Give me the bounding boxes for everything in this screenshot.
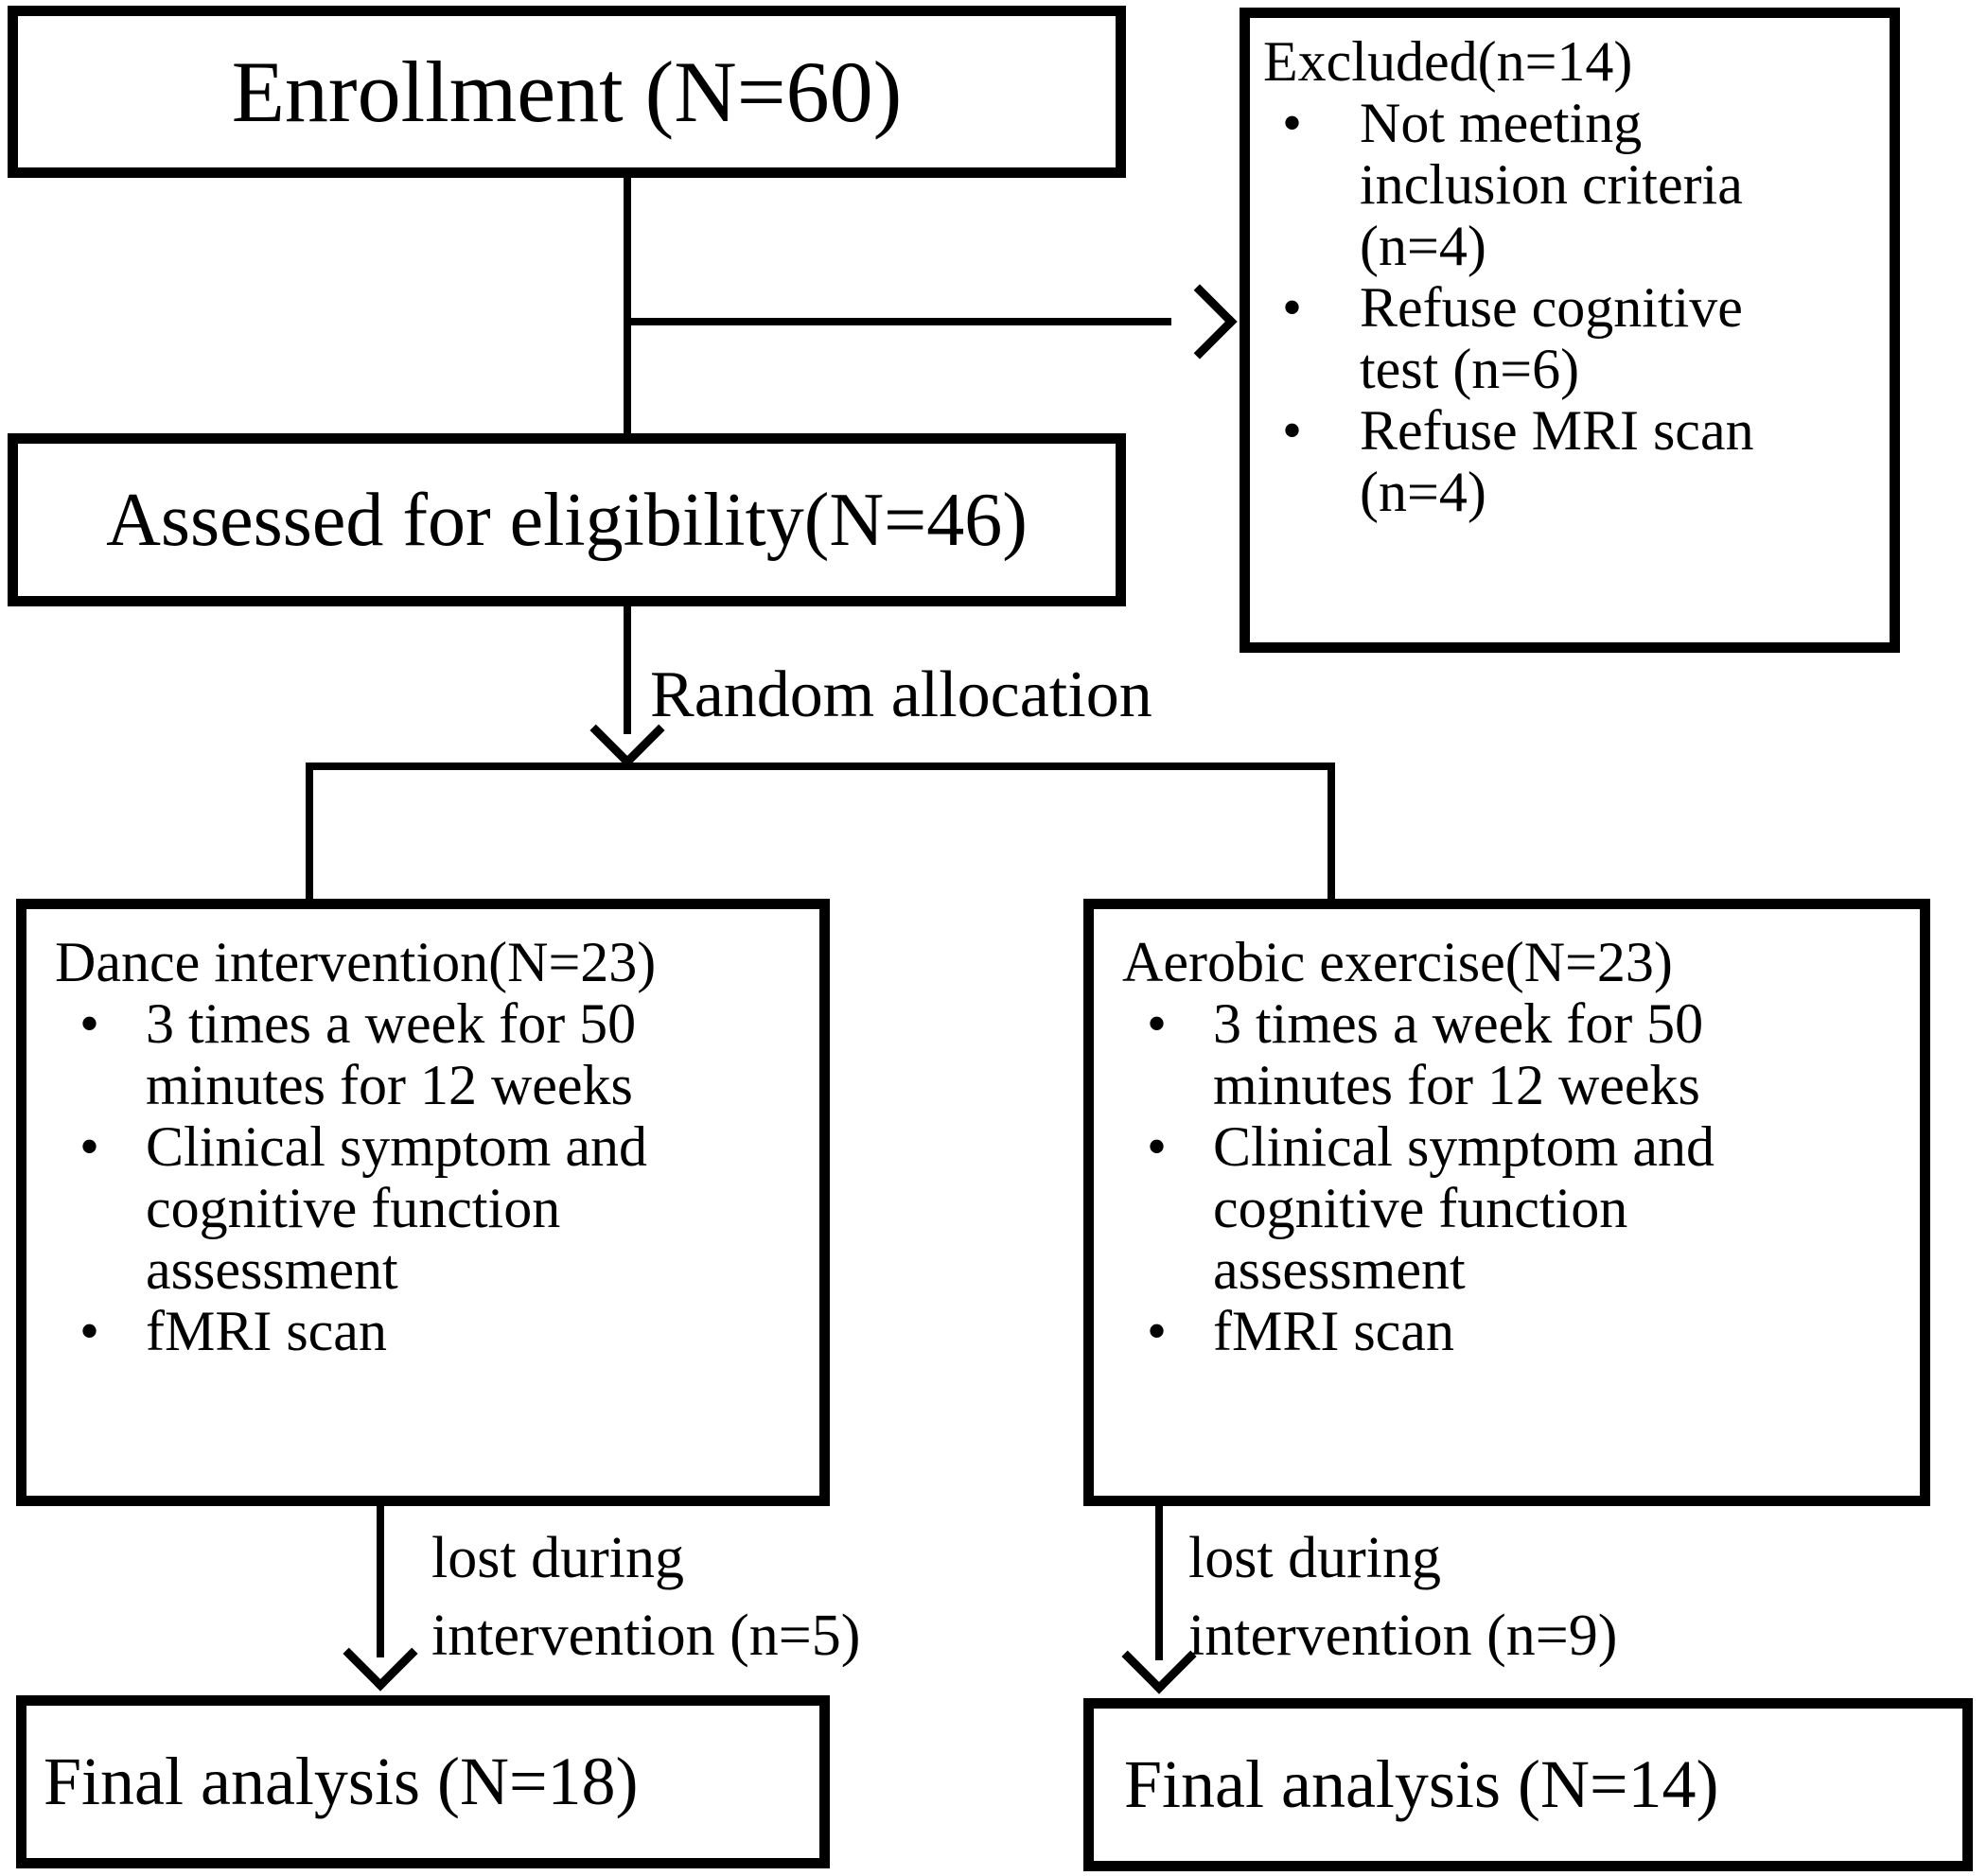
dance-item-3-line-1: fMRI scan xyxy=(146,1300,387,1362)
aerobic-item-2-line-3: assessment xyxy=(1213,1238,1466,1301)
aerobic-item-3 xyxy=(1122,1301,1910,1362)
aerobic-item-2-line-2: cognitive function xyxy=(1213,1177,1628,1239)
aerobic-item-3-line-1: fMRI scan xyxy=(1213,1300,1454,1362)
assessed-label: Assessed for eligibility(N=46) xyxy=(106,478,1028,562)
bullet-icon: • xyxy=(79,992,100,1055)
excluded-item-1-line-1: Not meeting xyxy=(1360,92,1643,154)
excluded-item-3 xyxy=(1263,400,1880,523)
enrollment-box xyxy=(8,6,1126,178)
branch-right-drop xyxy=(1328,763,1335,899)
excluded-box xyxy=(1240,8,1900,653)
bullet-icon: • xyxy=(79,1300,100,1362)
dance-item-1-line-2: minutes for 12 weeks xyxy=(146,1054,633,1116)
aerobic-item-2-line-1: Clinical symptom and xyxy=(1213,1115,1714,1178)
excluded-item-2 xyxy=(1263,277,1880,400)
dance-item-2-line-1: Clinical symptom and xyxy=(146,1115,647,1178)
connector-enrollment-assessed xyxy=(624,178,631,433)
branch-left-drop xyxy=(306,763,313,899)
enrollment-label: Enrollment (N=60) xyxy=(231,43,903,140)
bullet-icon: • xyxy=(1147,1115,1168,1178)
arrow-right-icon xyxy=(1162,284,1237,359)
dance-item-2-line-2: cognitive function xyxy=(146,1177,561,1239)
excluded-item-1 xyxy=(1263,93,1880,277)
dance-item-1 xyxy=(55,993,810,1116)
arrow-down-icon xyxy=(1121,1619,1196,1693)
lost-right-label xyxy=(1188,1519,1617,1674)
bullet-icon: • xyxy=(1282,276,1303,339)
dance-item-2-line-3: assessment xyxy=(146,1238,398,1301)
dance-item-3 xyxy=(55,1301,810,1362)
assessed-box xyxy=(8,433,1126,606)
dance-intervention-box xyxy=(16,899,830,1506)
excluded-item-2-line-1: Refuse cognitive xyxy=(1360,276,1743,339)
excluded-title: Excluded(n=14) xyxy=(1263,30,1633,93)
bullet-icon: • xyxy=(1147,992,1168,1055)
aerobic-title: Aerobic exercise(N=23) xyxy=(1122,931,1673,993)
aerobic-item-1 xyxy=(1122,993,1910,1116)
branch-horizontal-line xyxy=(306,763,1335,770)
lost-left-line-2: intervention (n=5) xyxy=(431,1604,861,1668)
final-analysis-right-box xyxy=(1083,1698,1973,1871)
random-allocation-label: Random allocation xyxy=(650,658,1152,731)
bullet-icon: • xyxy=(1282,92,1303,154)
lost-left-label xyxy=(431,1519,860,1674)
bullet-icon: • xyxy=(1282,399,1303,462)
lost-left-line-1: lost during xyxy=(431,1526,684,1590)
dance-title: Dance intervention(N=23) xyxy=(55,931,657,993)
excluded-item-3-line-2: (n=4) xyxy=(1360,461,1486,523)
lost-right-line-2: intervention (n=9) xyxy=(1188,1604,1618,1668)
bullet-icon: • xyxy=(1147,1300,1168,1362)
aerobic-item-1-line-2: minutes for 12 weeks xyxy=(1213,1054,1700,1116)
excluded-item-1-line-3: (n=4) xyxy=(1360,215,1486,277)
bullet-icon: • xyxy=(79,1115,100,1178)
excluded-item-1-line-2: inclusion criteria xyxy=(1360,153,1743,216)
final-analysis-left-box xyxy=(16,1695,830,1868)
arrow-down-icon xyxy=(343,1616,417,1691)
final-left-label: Final analysis (N=18) xyxy=(44,1743,639,1819)
connector-to-excluded xyxy=(627,318,1171,325)
dance-item-1-line-1: 3 times a week for 50 xyxy=(146,992,637,1055)
aerobic-item-2 xyxy=(1122,1116,1910,1301)
lost-right-line-1: lost during xyxy=(1188,1526,1441,1590)
aerobic-exercise-box xyxy=(1083,899,1930,1506)
final-right-label: Final analysis (N=14) xyxy=(1124,1745,1719,1822)
excluded-item-3-line-1: Refuse MRI scan xyxy=(1360,399,1754,462)
aerobic-item-1-line-1: 3 times a week for 50 xyxy=(1213,992,1704,1055)
excluded-item-2-line-2: test (n=6) xyxy=(1360,338,1580,400)
dance-item-2 xyxy=(55,1116,810,1301)
